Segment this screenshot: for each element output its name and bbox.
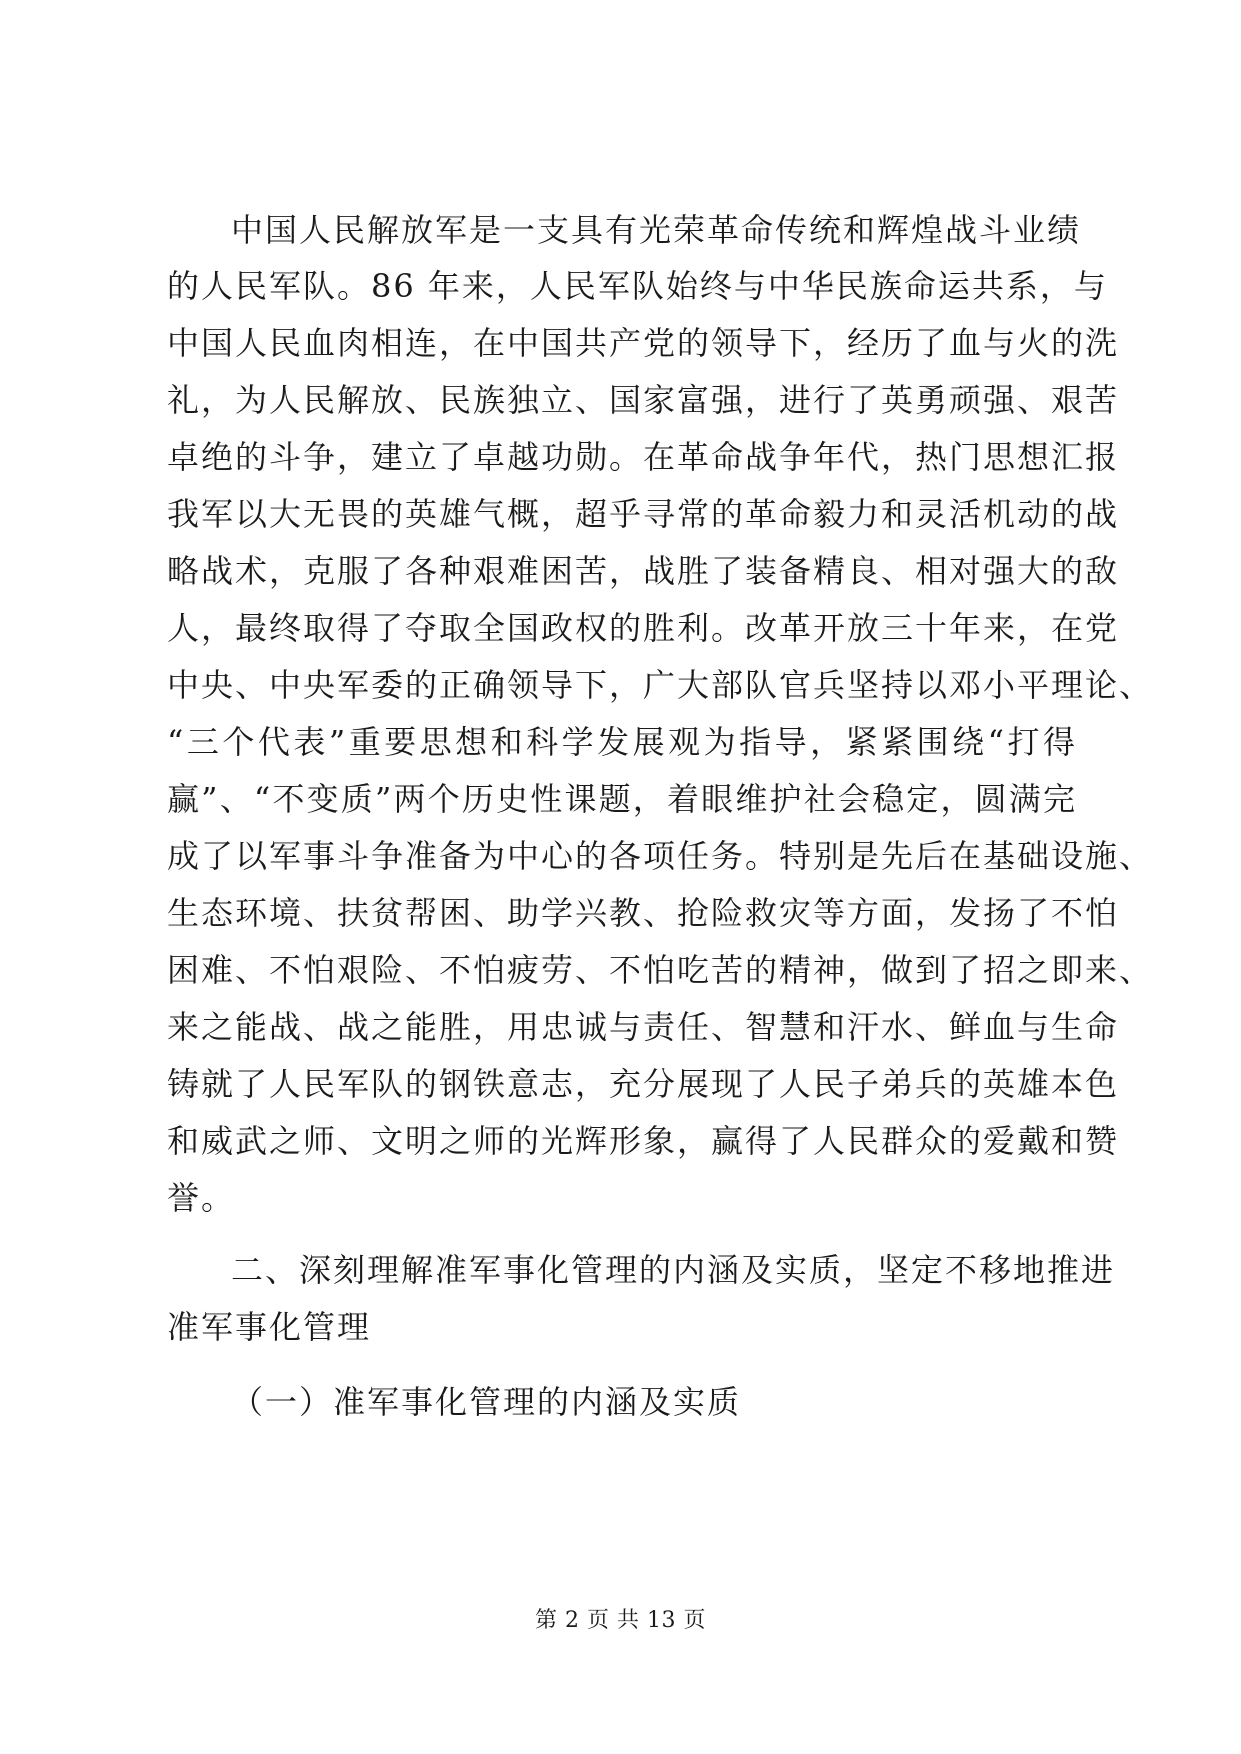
paragraph-line: 我军以大无畏的英雄气概，超乎寻常的革命毅力和灵活机动的战 xyxy=(167,495,1120,533)
paragraph-line: 的人民军队。86 年来，人民军队始终与中华民族命运共系，与 xyxy=(167,267,1108,305)
paragraph-line: 誉。 xyxy=(167,1179,236,1217)
page-number-footer: 第 2 页 共 13 页 xyxy=(535,1608,706,1633)
paragraph-line: 人，最终取得了夺取全国政权的胜利。改革开放三十年来，在党 xyxy=(167,609,1120,647)
paragraph-line: 铸就了人民军队的钢铁意志，充分展现了人民子弟兵的英雄本色 xyxy=(167,1065,1120,1103)
paragraph-line: 礼，为人民解放、民族独立、国家富强，进行了英勇顽强、艰苦 xyxy=(167,381,1120,419)
paragraph-line: 略战术，克服了各种艰难困苦，战胜了装备精良、相对强大的敌 xyxy=(167,552,1120,590)
section-heading-line: 准军事化管理 xyxy=(167,1308,372,1346)
paragraph-line: 生态环境、扶贫帮困、助学兴教、抢险救灾等方面，发扬了不怕 xyxy=(167,894,1120,932)
paragraph-line: 成了以军事斗争准备为中心的各项任务。特别是先后在基础设施、 xyxy=(167,837,1154,875)
paragraph-line: 来之能战、战之能胜，用忠诚与责任、智慧和汗水、鲜血与生命 xyxy=(167,1008,1120,1046)
paragraph-line: 中国人民血肉相连，在中国共产党的领导下，经历了血与火的洗 xyxy=(167,324,1120,362)
paragraph-line: 中央、中央军委的正确领导下，广大部队官兵坚持以邓小平理论、 xyxy=(167,666,1154,704)
paragraph-line: 卓绝的斗争，建立了卓越功勋。在革命战争年代，热门思想汇报 xyxy=(167,438,1120,476)
subsection-heading: （一）准军事化管理的内涵及实质 xyxy=(231,1383,742,1421)
paragraph-line: 困难、不怕艰险、不怕疲劳、不怕吃苦的精神，做到了招之即来、 xyxy=(167,951,1154,989)
paragraph-line: 赢”、“不变质”两个历史性课题，着眼维护社会稳定，圆满完 xyxy=(167,780,1077,818)
section-heading-line: 二、深刻理解准军事化管理的内涵及实质，坚定不移地推进 xyxy=(231,1251,1116,1289)
paragraph-line: 和威武之师、文明之师的光辉形象，赢得了人民群众的爱戴和赞 xyxy=(167,1122,1120,1160)
paragraph-line: “三个代表”重要思想和科学发展观为指导，紧紧围绕“打得 xyxy=(167,723,1077,761)
paragraph-line: 中国人民解放军是一支具有光荣革命传统和辉煌战斗业绩 xyxy=(231,211,1082,249)
